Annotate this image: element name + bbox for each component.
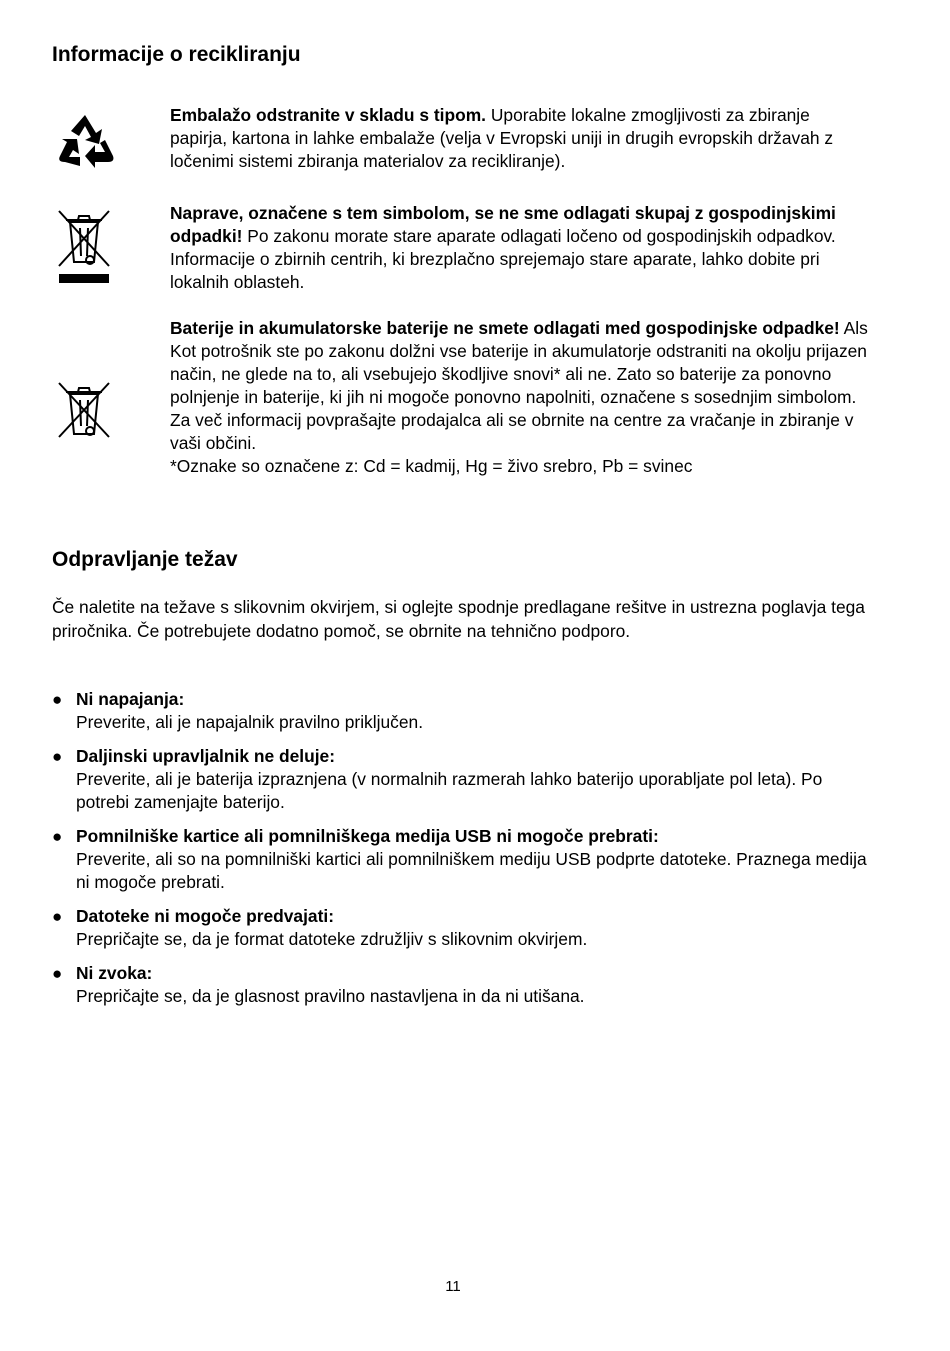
- issue-title: Datoteke ni mogoče predvajati:: [76, 906, 335, 926]
- recycle-bold: Embalažo odstranite v skladu s tipom.: [170, 105, 487, 125]
- battery-paragraph: [170, 317, 870, 478]
- battery-note: *Oznake so označene z: Cd = kadmij, Hg = živo srebro, Pb = svinec: [170, 456, 693, 476]
- list-item: [52, 745, 872, 814]
- recycling-heading: Informacije o recikliranju: [52, 43, 301, 66]
- issue-title: Ni napajanja:: [76, 689, 185, 709]
- issue-description: Preverite, ali je napajalnik pravilno priključen.: [76, 712, 424, 732]
- battery-bold: Baterije in akumulatorske baterije ne smete odlagati med gospodinjske odpadke!: [170, 318, 840, 338]
- weee-crossed-bin-icon: [56, 208, 112, 286]
- bullet-icon: ●: [52, 827, 63, 846]
- bullet-icon: ●: [52, 964, 63, 983]
- issue-list: [52, 688, 872, 1019]
- issue-description: Prepričajte se, da je format datoteke združljiv s slikovnim okvirjem.: [76, 929, 588, 949]
- page-number: 11: [445, 1278, 461, 1295]
- weee-bold: Naprave, označene s tem simbolom, se ne sme odlagati skupaj z gospodinjskimi odpadki!: [170, 203, 836, 246]
- weee-text: Po zakonu morate stare aparate odlagati ločeno od gospodinjskih odpadkov. Informacije o zbirnih centrih, ki brezplačno sprejemajo stare aparate, lahko dobite pri lokalnih oblasteh.: [170, 226, 836, 292]
- troubleshooting-intro: Če naletite na težave s slikovnim okvirjem, si oglejte spodnje predlagane rešitve in ustrezna poglavja tega priročnika. Če potrebujete dodatno pomoč, se obrnite na tehnično podporo.: [52, 597, 865, 641]
- list-item: [52, 688, 872, 734]
- recycle-paragraph: [170, 104, 870, 173]
- bullet-icon: ●: [52, 690, 63, 709]
- troubleshooting-heading: Odpravljanje težav: [52, 548, 238, 571]
- issue-title: Daljinski upravljalnik ne deluje:: [76, 746, 336, 766]
- battery-crossed-bin-icon: [56, 380, 112, 440]
- list-item: [52, 825, 872, 894]
- issue-description: Preverite, ali je baterija izpraznjena (v normalnih razmerah lahko baterijo uporabljate pol leta). Po potrebi zamenjajte baterijo.: [76, 769, 823, 812]
- issue-description: Preverite, ali so na pomnilniški kartici ali pomnilniškem mediju USB podprte datoteke. Praznega medija ni mogoče prebrati.: [76, 849, 867, 892]
- issue-title: Ni zvoka:: [76, 963, 153, 983]
- list-item: [52, 962, 872, 1008]
- list-item: [52, 905, 872, 951]
- recycle-text: Uporabite lokalne zmogljivosti za zbiranje papirja, kartona in lahke embalaže (velja v Evropski uniji in drugih evropskih državah z ločenimi sistemi zbiranja materialov za recikliranje).: [170, 105, 834, 171]
- battery-text: Als Kot potrošnik ste po zakonu dolžni vse baterije in akumulatorje odstraniti na okolju prijazen način, ne glede na to, ali vsebujejo škodljive snovi* ali ne. Zato so baterije za ponovno polnjenje in baterije, ki jih ni mogoče ponovno napolniti, označene s sosednjim simbolom. Za več informacij povprašajte prodajalca ali se obrnite na centre za vračanje in zbiranje v vaši občini.: [170, 318, 868, 453]
- issue-description: Prepričajte se, da je glasnost pravilno nastavljena in da ni utišana.: [76, 986, 585, 1006]
- recycle-icon: [55, 112, 115, 168]
- bullet-icon: ●: [52, 907, 63, 926]
- issue-title: Pomnilniške kartice ali pomnilniškega medija USB ni mogoče prebrati:: [76, 826, 659, 846]
- bullet-icon: ●: [52, 747, 63, 766]
- weee-paragraph: [170, 202, 870, 294]
